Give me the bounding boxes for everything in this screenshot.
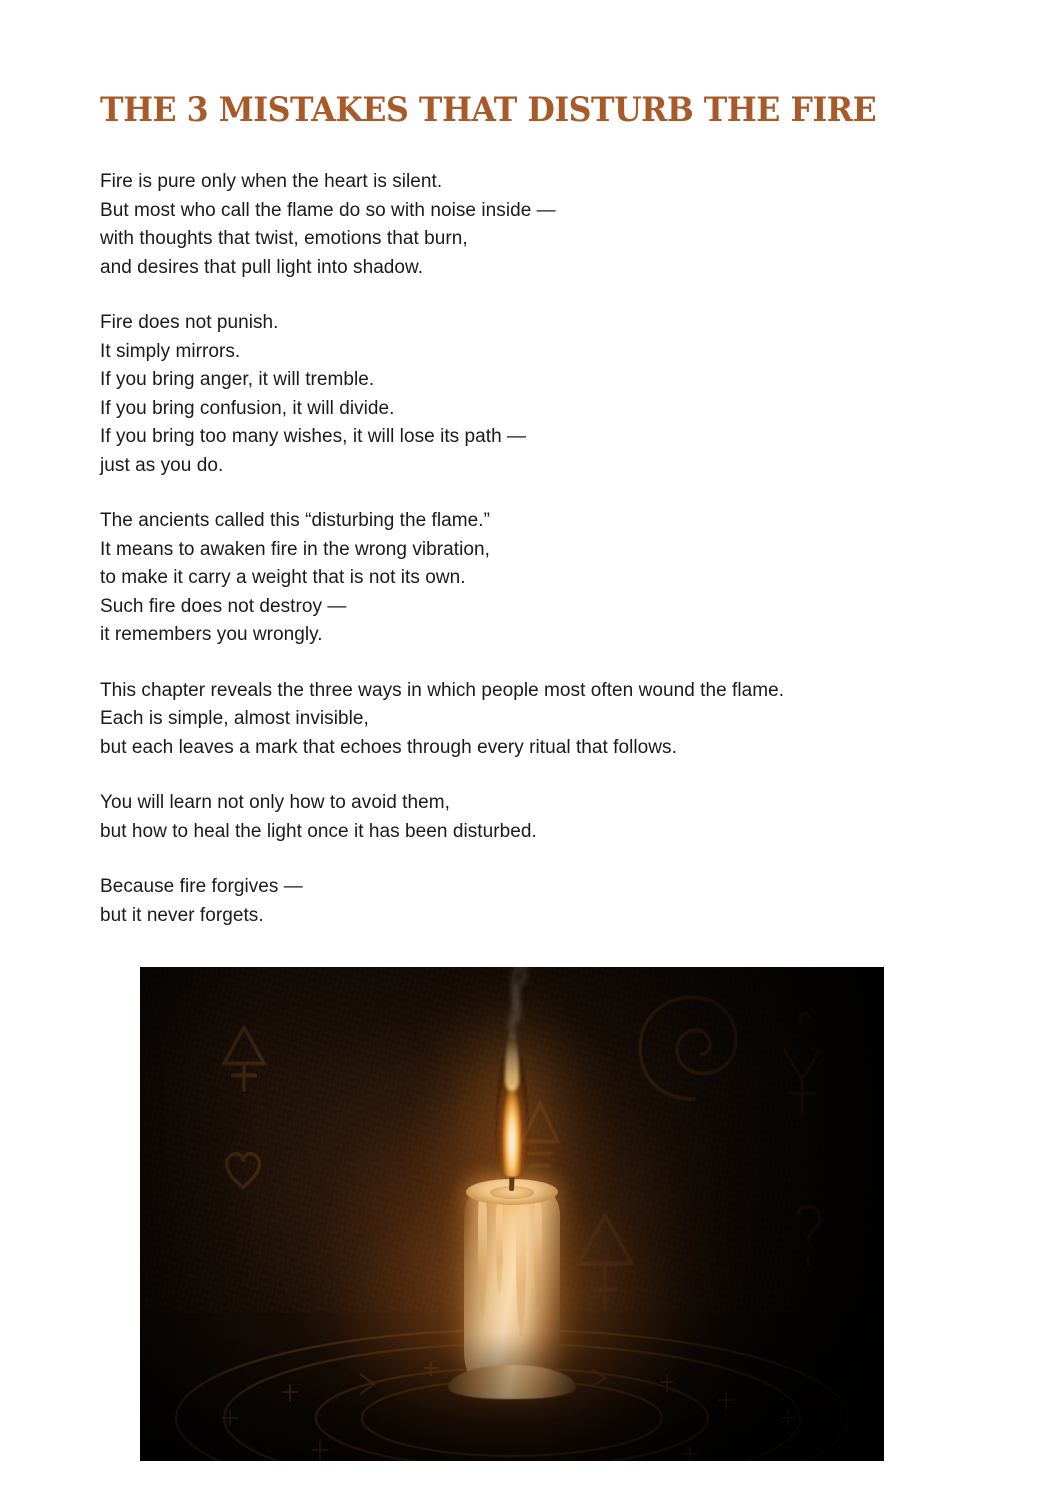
text-line: with thoughts that twist, emotions that burn, [100, 228, 468, 250]
text-line: but how to heal the light once it has been disturbed. [100, 820, 537, 842]
text-line: It means to awaken fire in the wrong vibration, [100, 538, 490, 560]
text-line: The ancients called this “disturbing the flame.” [100, 510, 490, 532]
text-line: Each is simple, almost invisible, [100, 708, 369, 730]
text-line: It simply mirrors. [100, 340, 241, 362]
stanza-4 [100, 677, 940, 763]
stanza-2 [100, 309, 940, 480]
text-line: but each leaves a mark that echoes through every ritual that follows. [100, 736, 677, 758]
triangle-with-stem-icon [218, 1019, 270, 1095]
candle-illustration [140, 967, 884, 1461]
stanza-1 [100, 168, 940, 282]
text-line: it remembers you wrongly. [100, 624, 323, 646]
spiral-icon [630, 981, 760, 1111]
stanza-6 [100, 873, 940, 930]
smoke [457, 967, 567, 1039]
text-line: Fire does not punish. [100, 312, 279, 334]
stanza-5 [100, 789, 940, 846]
heart-outline-icon [220, 1147, 266, 1191]
text-line: You will learn not only how to avoid them, [100, 792, 450, 814]
text-line: But most who call the flame do so with noise inside — [100, 199, 556, 221]
text-line: to make it carry a weight that is not its own. [100, 567, 466, 589]
text-line: Fire is pure only when the heart is silent. [100, 171, 443, 193]
text-line: If you bring anger, it will tremble. [100, 369, 375, 391]
question-rune-icon [788, 1195, 830, 1273]
triangle-with-arrow-icon [570, 1205, 640, 1317]
page-title: THE 3 MISTAKES THAT DISTURB THE FIRE [100, 90, 877, 130]
text-line: and desires that pull light into shadow. [100, 256, 424, 278]
text-line: Because fire forgives — [100, 876, 303, 898]
text-line: This chapter reveals the three ways in which people most often wound the flame. [100, 679, 785, 701]
stanza-3 [100, 507, 940, 650]
document-content [100, 92, 950, 930]
candle [464, 1175, 560, 1391]
y-rune-icon [778, 1005, 826, 1123]
text-line: If you bring too many wishes, it will lose its path — [100, 426, 527, 448]
text-line: If you bring confusion, it will divide. [100, 397, 395, 419]
text-line: Such fire does not destroy — [100, 595, 347, 617]
text-line: just as you do. [100, 454, 224, 476]
text-line: but it never forgets. [100, 904, 264, 926]
body-copy [100, 168, 940, 930]
